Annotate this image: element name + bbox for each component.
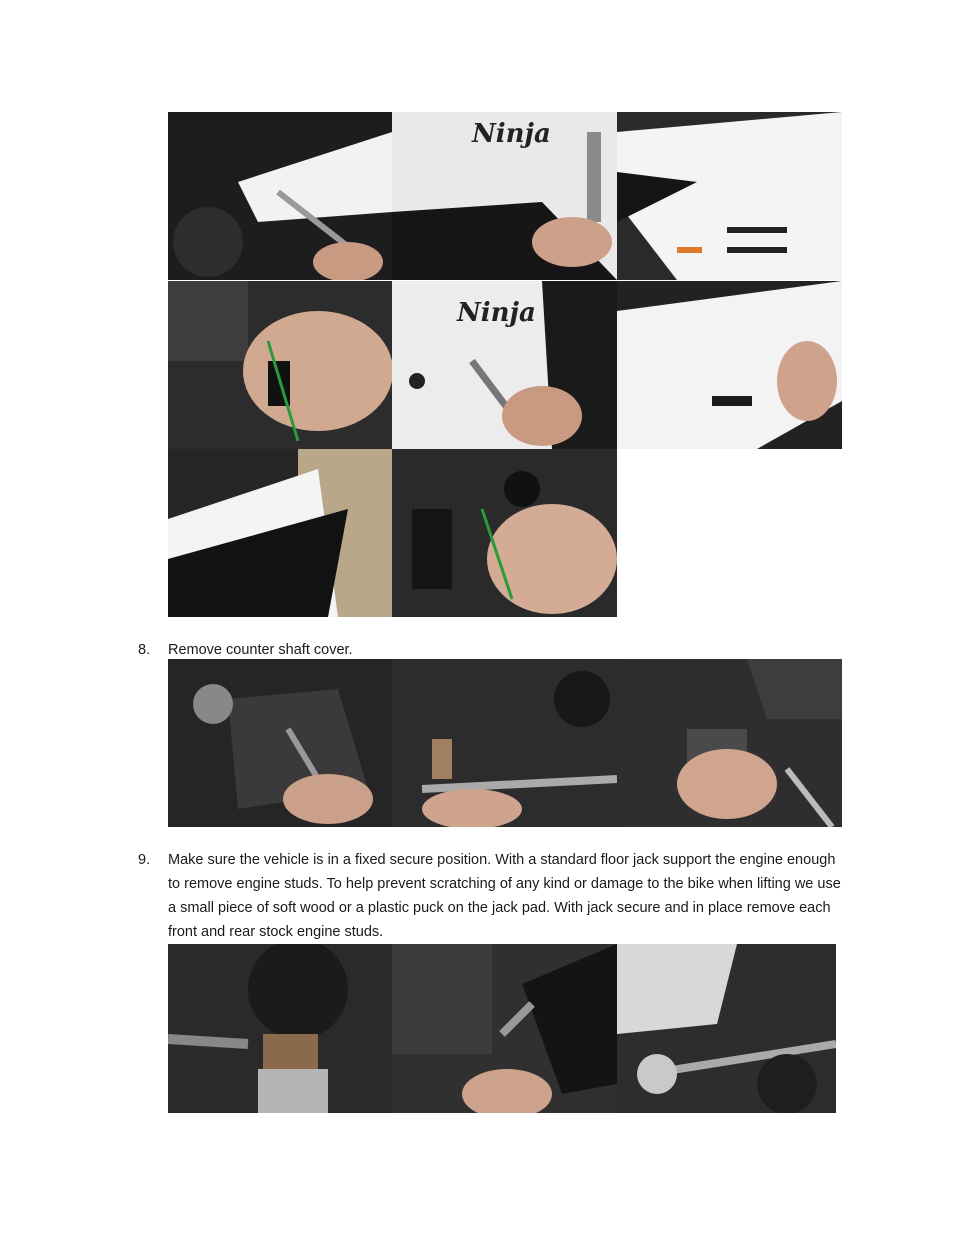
photo-floor-jack-support [168,944,392,1113]
step-number: 9. [138,852,151,868]
photo-ninja-tank-wrench [392,112,617,280]
photo-front-fairing-open [168,449,392,617]
step-text: Remove counter shaft cover. [168,642,353,658]
photo-side-panel-detach [617,112,842,280]
ninja-logo: Ninja [472,119,551,149]
photo-shift-linkage [392,659,617,827]
photo-cover-removed [617,659,842,827]
step-text: Make sure the vehicle is in a fixed secure position. With a standard floor jack support the engine enough to remove engine studs. To help prevent scratching of any kind or damage to the bike when lifting we use a small piece of soft wood or a plastic puck on the jack pad. With jack secure and in place remove each front and rear stock engine studs. [168,852,841,940]
ninja-logo-2: Ninja [457,298,536,328]
step-number: 8. [138,642,151,658]
photo-counter-shaft-bolt [168,659,392,827]
photo-wiring-harness-check [392,449,617,617]
photo-connector-unplug [168,281,392,449]
photo-engine-stud-ratchet [392,944,617,1113]
photo-rear-stud-removal [617,944,836,1113]
photo-ninja-bolt-removal [392,281,617,449]
photo-fairing-lift-off [617,281,842,449]
photo-fairing-bolt-removal [168,112,392,280]
